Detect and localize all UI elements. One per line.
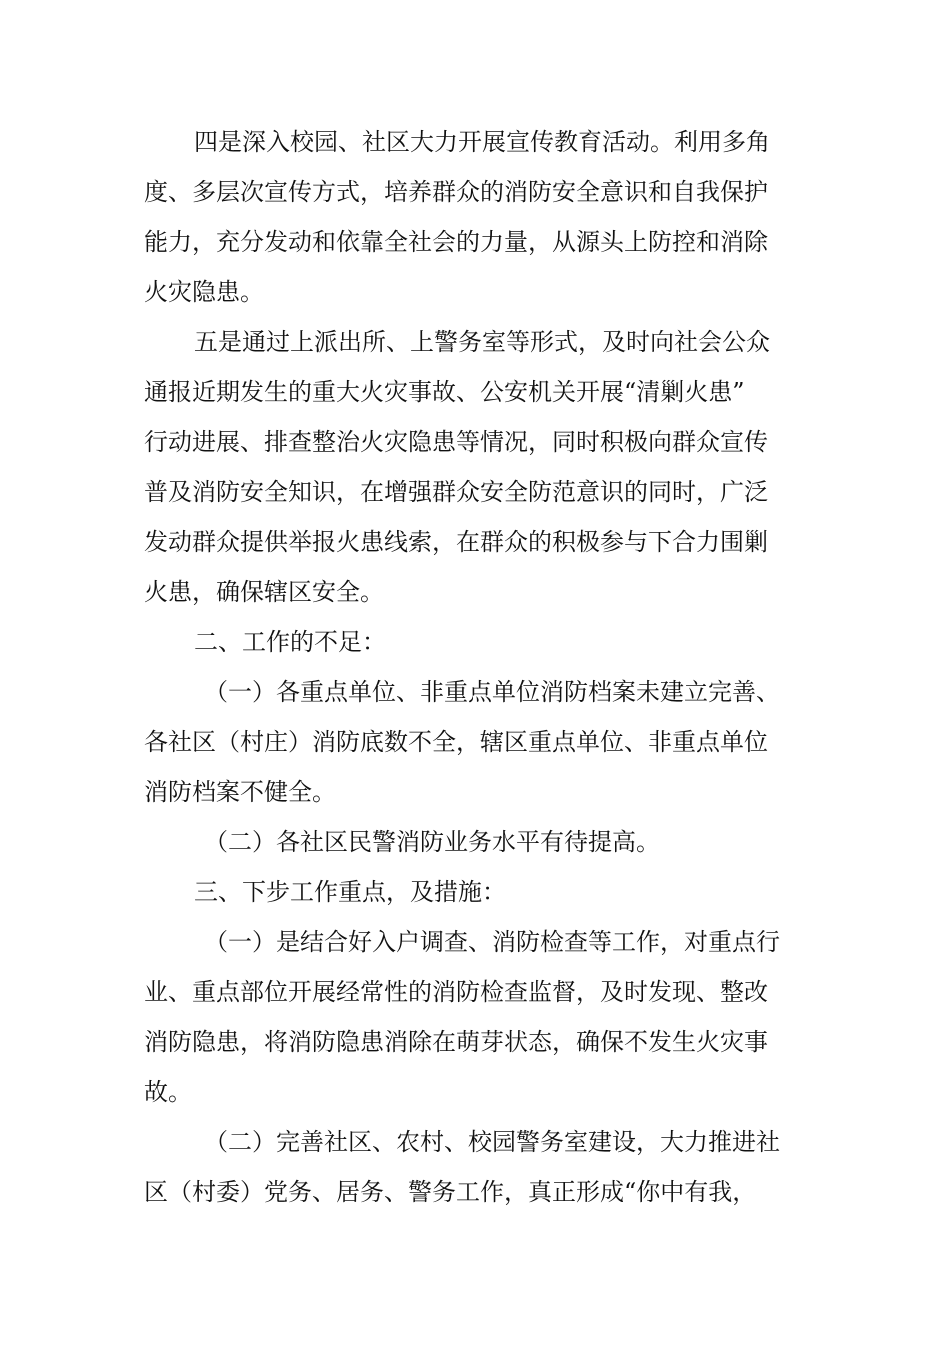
text-line: 能力，充分发动和依靠全社会的力量，从源头上防控和消除 — [144, 228, 768, 256]
text-line: （二）完善社区、农村、校园警务室建设，大力推进社 — [204, 1128, 780, 1156]
text-line: 消防档案不健全。 — [144, 778, 336, 806]
text-line: 普及消防安全知识，在增强群众安全防范意识的同时，广泛 — [144, 478, 768, 506]
text-line: 行动进展、排查整治火灾隐患等情况，同时积极向群众宣传 — [144, 428, 768, 456]
section-heading: 三、下步工作重点，及措施： — [194, 878, 506, 906]
text-line: （二）各社区民警消防业务水平有待提高。 — [204, 828, 660, 856]
text-line: 四是深入校园、社区大力开展宣传教育活动。利用多角 — [194, 128, 770, 156]
text-line: 故。 — [144, 1078, 192, 1106]
text-line: 五是通过上派出所、上警务室等形式，及时向社会公众 — [194, 328, 770, 356]
text-line: 业、重点部位开展经常性的消防检查监督，及时发现、整改 — [144, 978, 768, 1006]
text-line: （一）是结合好入户调查、消防检查等工作，对重点行 — [204, 928, 780, 956]
text-line: 通报近期发生的重大火灾事故、公安机关开展“清剿火患” — [144, 378, 745, 406]
text-line: 火灾隐患。 — [144, 278, 264, 306]
text-line: 区（村委）党务、居务、警务工作，真正形成“你中有我， — [144, 1178, 757, 1206]
section-heading: 二、工作的不足： — [194, 628, 386, 656]
text-line: 各社区（村庄）消防底数不全，辖区重点单位、非重点单位 — [144, 728, 768, 756]
text-line: 消防隐患，将消防隐患消除在萌芽状态，确保不发生火灾事 — [144, 1028, 768, 1056]
text-line: 发动群众提供举报火患线索，在群众的积极参与下合力围剿 — [144, 528, 768, 556]
text-line: （一）各重点单位、非重点单位消防档案未建立完善、 — [204, 678, 780, 706]
text-line: 度、多层次宣传方式，培养群众的消防安全意识和自我保护 — [144, 178, 768, 206]
text-line: 火患，确保辖区安全。 — [144, 578, 384, 606]
